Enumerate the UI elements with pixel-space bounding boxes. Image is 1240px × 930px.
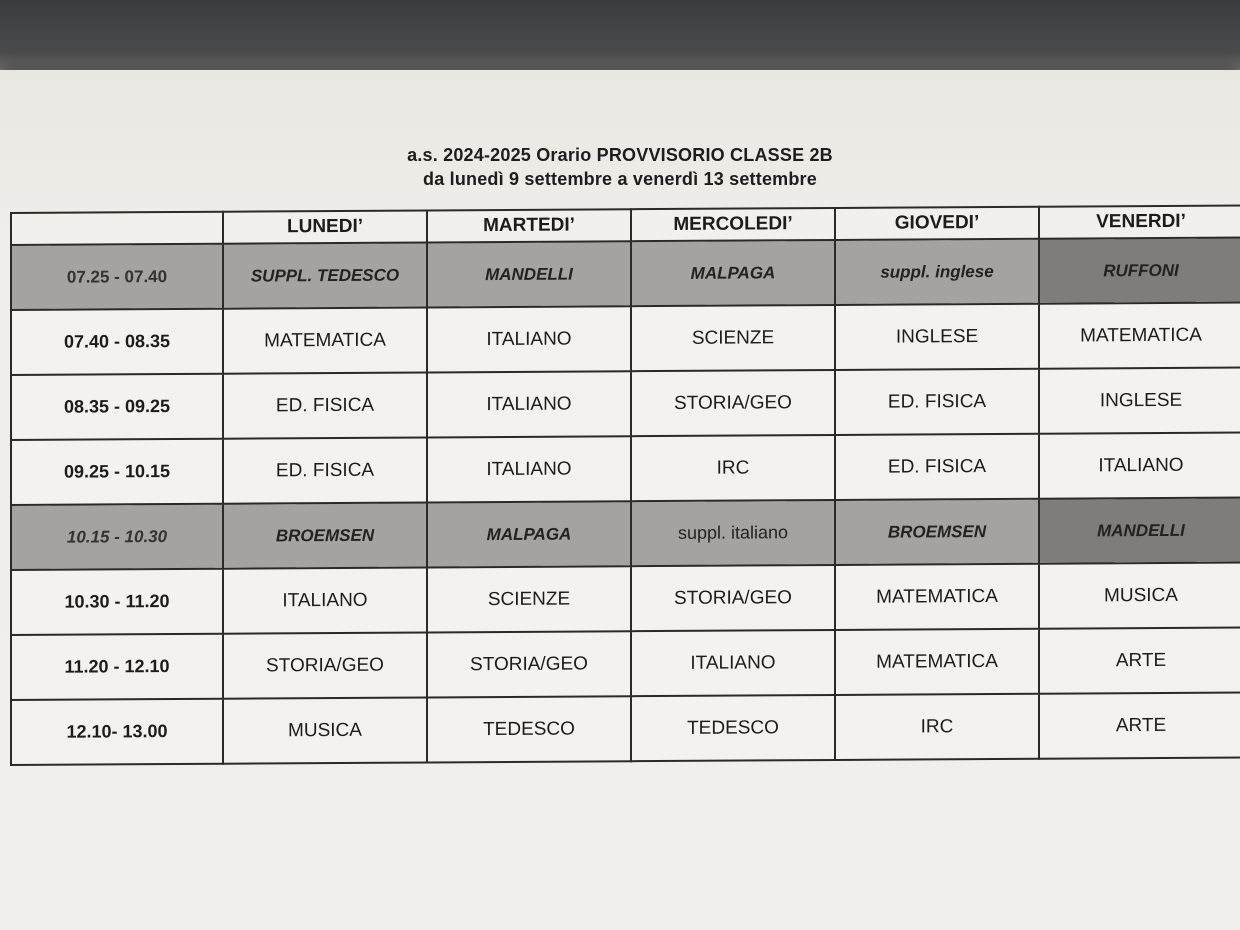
table-cell: TEDESCO [631, 695, 835, 761]
table-cell: ITALIANO [427, 371, 631, 437]
header-day-wednesday: MERCOLEDI’ [631, 208, 835, 241]
time-slot: 07.40 - 08.35 [11, 309, 223, 375]
table-cell: ITALIANO [1039, 432, 1240, 498]
time-slot: 12.10- 13.00 [11, 699, 223, 765]
table-cell: MALPAGA [427, 501, 631, 567]
table-cell: ARTE [1039, 692, 1240, 758]
document-title: a.s. 2024-2025 Orario PROVVISORIO CLASSE 2B [407, 145, 833, 165]
table-row-break [11, 237, 1240, 310]
table-row [11, 692, 1240, 765]
table-cell: SCIENZE [631, 305, 835, 371]
table-row [11, 367, 1240, 440]
table-cell: ED. FISICA [223, 437, 427, 503]
table-row [11, 432, 1240, 505]
time-slot: 07.25 - 07.40 [11, 244, 223, 310]
table-row-break [11, 497, 1240, 570]
table-row [11, 302, 1240, 375]
table-cell: STORIA/GEO [427, 631, 631, 697]
table-cell: ITALIANO [223, 567, 427, 633]
table-cell: STORIA/GEO [631, 370, 835, 436]
timetable [10, 204, 1240, 766]
table-cell: BROEMSEN [835, 499, 1039, 565]
table-row [11, 562, 1240, 635]
table-cell: ARTE [1039, 627, 1240, 693]
table-cell: SCIENZE [427, 566, 631, 632]
header-empty-cell [11, 212, 223, 245]
table-cell: suppl. inglese [835, 239, 1039, 305]
table-cell: ITALIANO [631, 630, 835, 696]
table-row [11, 627, 1240, 700]
header-day-monday: LUNEDI’ [223, 210, 427, 243]
table-cell: MATEMATICA [835, 629, 1039, 695]
table-cell: IRC [835, 694, 1039, 760]
time-slot: 10.15 - 10.30 [11, 504, 223, 570]
time-slot: 08.35 - 09.25 [11, 374, 223, 440]
table-cell: BROEMSEN [223, 502, 427, 568]
time-slot: 11.20 - 12.10 [11, 634, 223, 700]
table-cell: MALPAGA [631, 240, 835, 306]
table-cell: MATEMATICA [835, 564, 1039, 630]
header-day-friday: VENERDI’ [1039, 205, 1240, 238]
table-cell: STORIA/GEO [223, 632, 427, 698]
table-cell: MANDELLI [427, 241, 631, 307]
table-cell: IRC [631, 435, 835, 501]
header-day-tuesday: MARTEDI’ [427, 209, 631, 242]
header-day-thursday: GIOVEDI’ [835, 207, 1039, 240]
table-cell: SUPPL. TEDESCO [223, 242, 427, 308]
table-cell: STORIA/GEO [631, 565, 835, 631]
time-slot: 09.25 - 10.15 [11, 439, 223, 505]
table-cell: INGLESE [835, 304, 1039, 370]
table-cell: INGLESE [1039, 367, 1240, 433]
table-cell: TEDESCO [427, 696, 631, 762]
table-cell: ED. FISICA [835, 369, 1039, 435]
table-cell: ITALIANO [427, 436, 631, 502]
table-cell: RUFFONI [1039, 237, 1240, 303]
table-cell: ED. FISICA [223, 372, 427, 438]
table-cell: MUSICA [1039, 562, 1240, 628]
time-slot: 10.30 - 11.20 [11, 569, 223, 635]
table-cell: MANDELLI [1039, 497, 1240, 563]
table-cell: ED. FISICA [835, 434, 1039, 500]
table-cell: MATEMATICA [223, 307, 427, 373]
table-cell: suppl. italiano [631, 500, 835, 566]
table-cell: MATEMATICA [1039, 302, 1240, 368]
table-cell: ITALIANO [427, 306, 631, 372]
document-subtitle: da lunedì 9 settembre a venerdì 13 settembre [423, 169, 817, 189]
table-cell: MUSICA [223, 697, 427, 763]
